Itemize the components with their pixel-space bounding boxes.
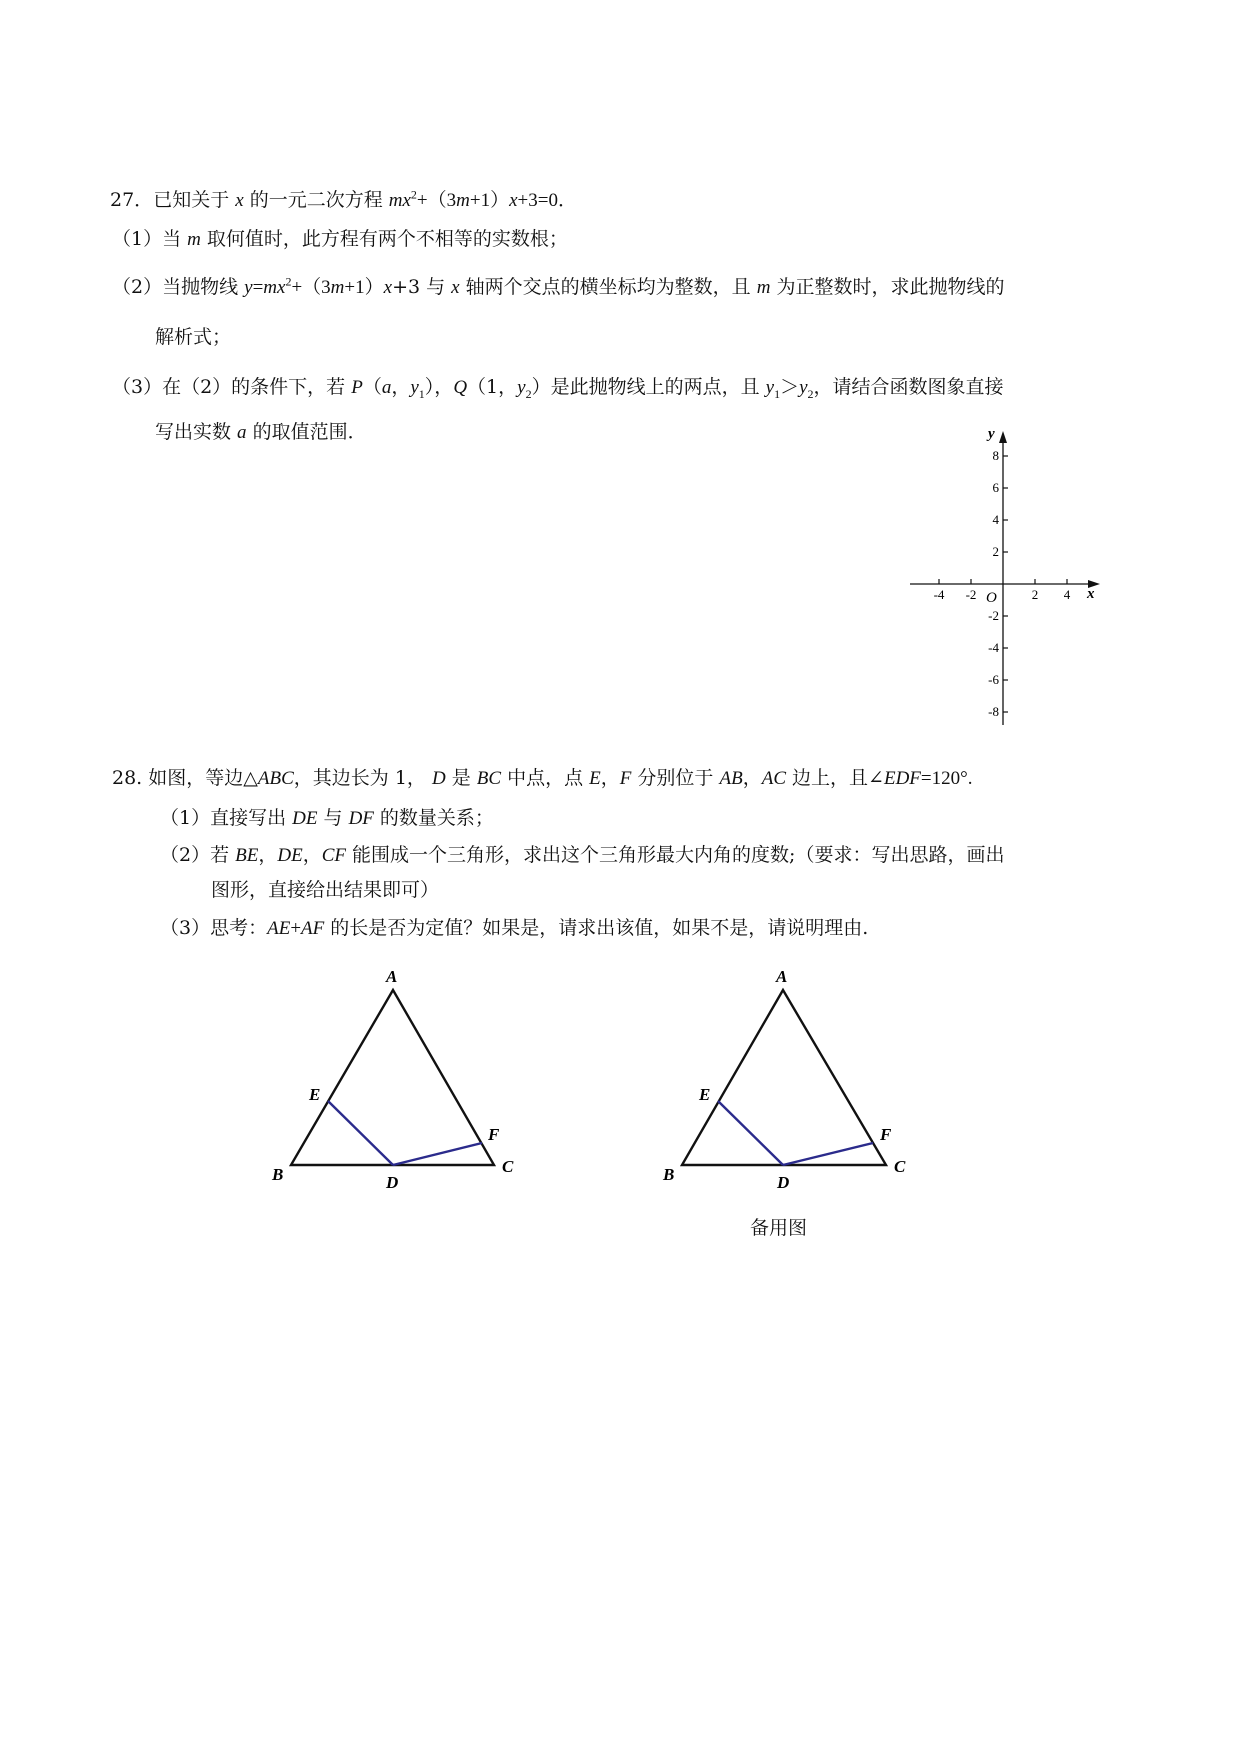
label-e: E: [309, 1085, 321, 1104]
origin-label: O: [986, 590, 997, 606]
q28-part2-line1: （2）若 BE，DE，CF 能围成一个三角形，求出这个三角形最大内角的度数;（要求：写出思路，画出: [160, 844, 1005, 866]
x-tick-label: 4: [1063, 587, 1071, 602]
y-tick-label: 4: [992, 512, 999, 527]
y-tick-label: 6: [992, 480, 999, 495]
q27-part1: （1）当 m 取何值时，此方程有两个不相等的实数根；: [112, 228, 568, 250]
label-a-backup: A: [776, 967, 788, 986]
x-tick-label: 2: [1031, 587, 1039, 602]
q28-part1: （1）直接写出 DE 与 DF 的数量关系；: [160, 807, 494, 829]
y-tick-label: -6: [988, 672, 999, 687]
q27-number: 27．: [110, 189, 154, 211]
label-a: A: [386, 967, 398, 986]
segment-de-backup: [718, 1101, 783, 1165]
y-axis-label: y: [988, 426, 995, 442]
triangle-abc-backup: [682, 990, 886, 1165]
x-tick-label: -4: [933, 587, 945, 602]
label-f-backup: F: [880, 1125, 892, 1144]
x-tick-label: -2: [965, 587, 977, 602]
q27-part2-line2: 解析式；: [155, 326, 232, 348]
q28-part2-line2: 图形，直接给出结果即可）: [211, 879, 440, 901]
q27-part3-line2: 写出实数 a 的取值范围．: [155, 421, 367, 443]
y-tick-label: -2: [988, 608, 999, 623]
x-axis-label: x: [1087, 586, 1095, 602]
y-tick-label: -8: [988, 704, 999, 719]
q28-stem: 28. 如图，等边△ABC，其边长为 1， D 是 BC 中点，点 E，F 分别位于 AB，AC 边上，且∠EDF=120°.: [112, 767, 973, 789]
label-b-backup: B: [663, 1165, 675, 1184]
q27-part2-line1: （2）当抛物线 $y=mx^2+(3m+1)x+3$ 与 x 轴两个交点的横坐标均为整数，且 m 为正整数时，求此抛物线的: [112, 274, 1005, 298]
y-tick-label: -4: [988, 640, 999, 655]
label-d: D: [386, 1173, 399, 1192]
label-c-backup: C: [894, 1157, 906, 1176]
y-tick-label: 2: [992, 544, 999, 559]
q28-number: 28.: [112, 767, 143, 789]
label-e-backup: E: [699, 1085, 711, 1104]
q27-part3-line1: （3）在（2）的条件下，若 P（a，$y_1$），Q（1，$y_2$）是此抛物线上的两点，且 $y_1>y_2$，请结合函数图象直接: [112, 376, 1004, 401]
backup-figure-caption: 备用图: [750, 1217, 808, 1239]
label-f: F: [488, 1125, 500, 1144]
q28-part3: （3）思考：AE+AF 的长是否为定值？如果是，请求出该值，如果不是，请说明理由.: [160, 917, 869, 939]
label-d-backup: D: [777, 1173, 790, 1192]
segment-df-backup: [783, 1143, 873, 1165]
q27-stem: 27．已知关于 x 的一元二次方程 $mx^2+(3m+1)x+3=0$．: [110, 187, 577, 211]
label-c: C: [502, 1157, 514, 1176]
label-b: B: [272, 1165, 284, 1184]
y-tick-label: 8: [992, 448, 999, 463]
